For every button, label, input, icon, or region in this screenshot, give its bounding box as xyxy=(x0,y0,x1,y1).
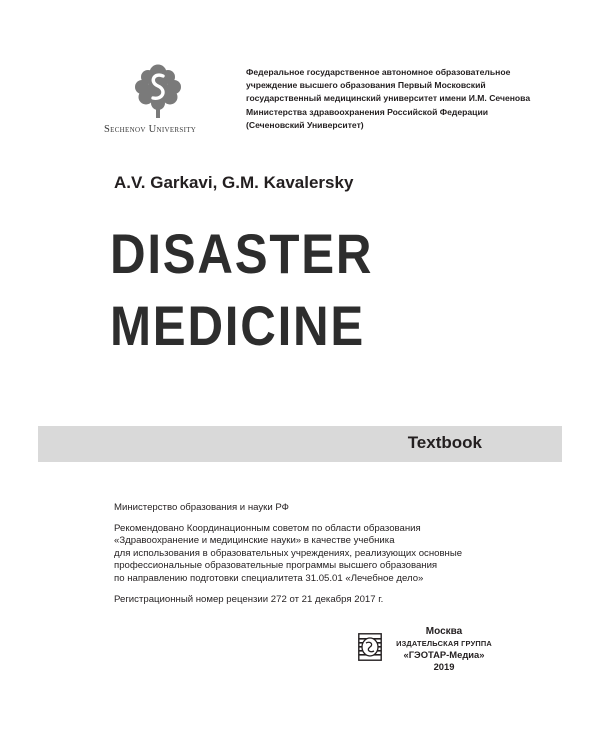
recommendation-line: профессиональные образовательные программы высшего образования xyxy=(114,560,438,572)
publisher-name: «ГЭОТАР-Медиа» xyxy=(403,649,485,661)
university-affiliation xyxy=(246,66,531,132)
book-title-line-2: MEDICINE xyxy=(110,294,366,357)
affiliation-line: государственный медицинский университет имени И.М. Сеченова xyxy=(246,93,531,104)
textbook-label: Textbook xyxy=(407,433,482,452)
affiliation-line: Министерства здравоохранения Российской Федерации xyxy=(246,106,489,117)
recommendation-line: по направлению подготовки специалитета 31.05.01 «Лечебное дело» xyxy=(114,572,424,584)
recommendation-line: «Здравоохранение и медицинские науки» в качестве учебника xyxy=(114,535,395,547)
textbook-banner xyxy=(38,426,562,462)
ministry-line: Министерство образования и науки РФ xyxy=(114,502,289,513)
publication-year: 2019 xyxy=(433,660,455,672)
book-title-line-1: DISASTER xyxy=(110,222,374,285)
publisher-logo-icon xyxy=(358,633,382,661)
recommendation-line: для использования в образовательных учреждениях, реализующих основные xyxy=(114,547,463,559)
university-name-text: Sechenov University xyxy=(104,124,197,135)
affiliation-line: учреждение высшего образования Первый Московский xyxy=(246,80,486,91)
publisher-block xyxy=(384,626,504,672)
affiliation-line: Федеральное государственное автономное образовательное xyxy=(246,67,511,77)
registration-line: Регистрационный номер рецензии 272 от 21 декабря 2017 г. xyxy=(114,593,384,605)
recommendation-block xyxy=(114,502,544,606)
publisher-group: ИЗДАТЕЛЬСКАЯ ГРУППА xyxy=(396,638,492,648)
sechenov-university-logo-icon xyxy=(128,62,188,120)
recommendation-line: Рекомендовано Координационным советом по области образования xyxy=(114,522,421,534)
book-authors: A.V. Garkavi, G.M. Kavalersky xyxy=(114,173,354,192)
university-name xyxy=(104,124,228,135)
publisher-city: Москва xyxy=(425,626,463,637)
affiliation-line: (Сеченовский Университет) xyxy=(246,119,364,130)
